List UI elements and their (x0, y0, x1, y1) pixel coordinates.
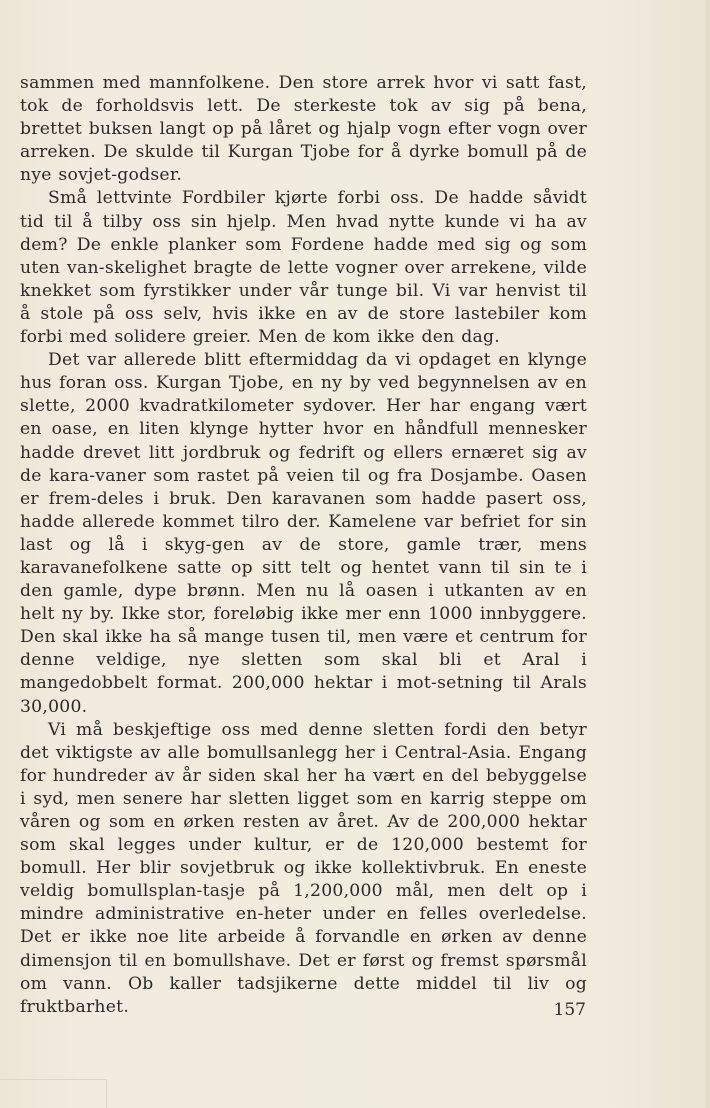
paragraph-4: Vi må beskjeftige oss med denne sletten fordi den betyr det viktigste av alle bomullsanlegg her i Central-Asia. Engang for hundreder av år siden skal her ha vært en del bebyggelse i syd, men senere har sletten ligget som en karrig steppe om våren og som en ørken resten av året. Av de 200,000 hektar som skal legges under kultur, er de 120,000 bestemt for bomull. Her blir sovjetbruk og ikke kollektivbruk. En eneste veldig bomullsplan-tasje på 1,200,000 mål, men delt op i mindre administrative en-heter under en felles overledelse. Det er ikke noe lite arbeide å forvandle en ørken av denne dimensjon til en bomullshave. Det er først og fremst spørsmål om vann. Ob kaller tadsjikerne dette middel til liv og fruktbarhet. (20, 719, 587, 1017)
paragraph-1: sammen med mannfolkene. Den store arrek hvor vi satt fast, tok de forholdsvis lett. De sterkeste tok av sig på bena, brettet buksen langt op på låret og hjalp vogn efter vogn over arreken. De skulde til Kurgan Tjobe for å dyrke bomull på de nye sovjet-godser. (20, 73, 587, 186)
body-text (20, 72, 587, 1019)
paragraph-3: Det var allerede blitt eftermiddag da vi opdaget en klynge hus foran oss. Kurgan Tjobe, en ny by ved begynnelsen av en slette, 2000 kvadratkilometer sydover. Her har engang vært en oase, en liten klynge hytter hvor en håndfull mennesker hadde drevet litt jordbruk og fedrift og ellers ernæret sig av de kara-vaner som rastet på veien til og fra Dosjambe. Oasen er frem-deles i bruk. Den karavanen som hadde pasert oss, hadde allerede kommet tilro der. Kamelene var befriet for sin last og lå i skyg-gen av de store, gamle trær, mens karavanefolkene satte op sitt telt og hentet vann til sin te i den gamle, dype brønn. Men nu lå oasen i utkanten av en helt ny by. Ikke stor, foreløbig ikke mer enn 1000 innbyggere. Den skal ikke ha så mange tusen til, men være et centrum for denne veldige, nye sletten som skal bli et Aral i mangedobbelt format. 200,000 hektar i mot-setning til Arals 30,000. (20, 350, 587, 717)
page-number: 157 (553, 1000, 586, 1020)
paragraph-2: Små lettvinte Fordbiler kjørte forbi oss. De hadde såvidt tid til å tilby oss sin hjelp. Men hvad nytte kunde vi ha av dem? De enkle planker som Fordene hadde med sig og som uten van-skelighet bragte de lette vogner over arrekene, vilde knekket som fyrstikker under vår tunge bil. Vi var henvist til å stole på oss selv, hvis ikke en av de store lastebiler kom forbi med solidere greier. Men de kom ikke den dag. (20, 188, 587, 348)
page-corner-mark (0, 1079, 107, 1108)
page-edge (706, 0, 710, 1108)
